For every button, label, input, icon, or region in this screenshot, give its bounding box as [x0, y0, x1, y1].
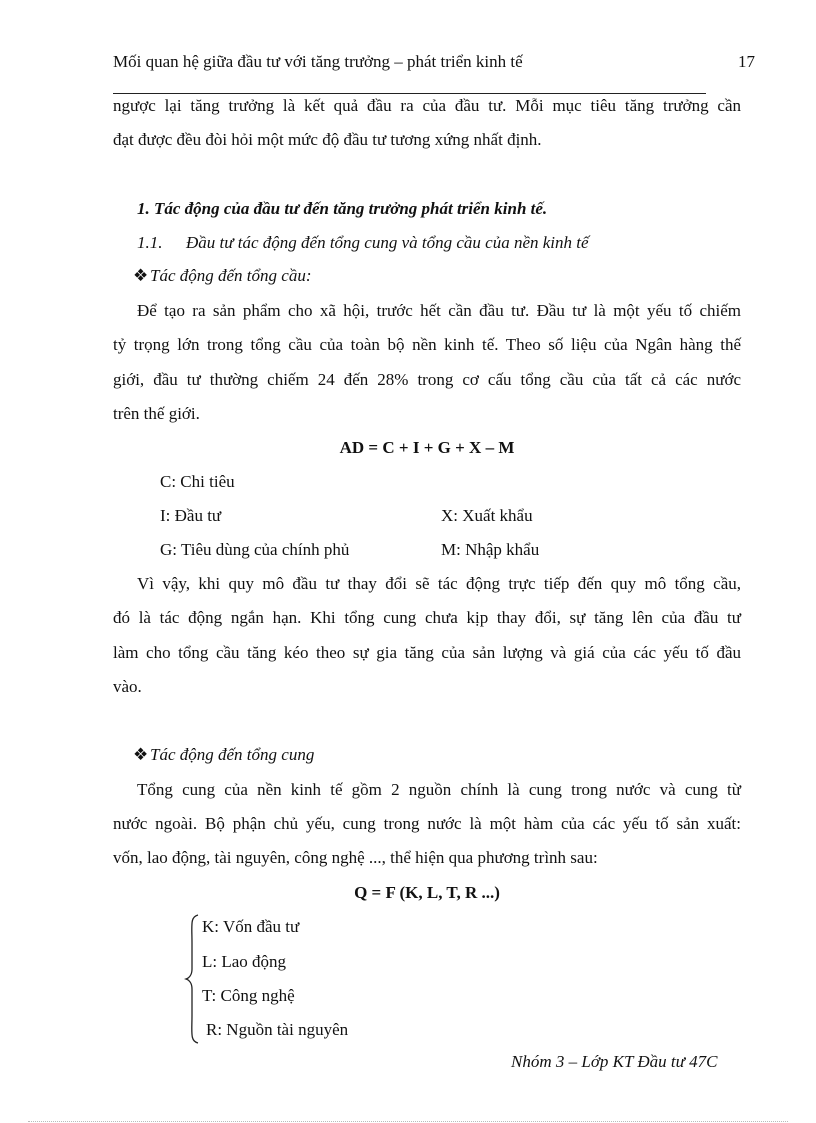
demand-paragraph2-line-4: vào.	[113, 677, 142, 696]
term-r: R: Nguồn tài nguyên	[206, 1020, 349, 1039]
demand-paragraph-line-1: Để tạo ra sản phẩm cho xã hội, trước hết cần đầu tư. Đầu tư là một yếu tố chiếm	[137, 301, 741, 320]
demand-paragraph-line-2: tỷ trọng lớn trong tổng cầu của toàn bộ nền kinh tế. Theo số liệu của Ngân hàng thế	[113, 335, 741, 354]
demand-paragraph2-line-2: đó là tác động ngắn hạn. Khi tổng cung chưa kịp thay đổi, sự tăng lên của đầu tư	[113, 608, 741, 627]
term-x: X: Xuất khẩu	[441, 506, 533, 525]
term-c: C: Chi tiêu	[160, 472, 235, 491]
page-number: 17	[738, 52, 755, 71]
page-header-title: Mối quan hệ giữa đầu tư với tăng trưởng – phát triển kinh tế	[113, 52, 523, 71]
supply-paragraph-line-1: Tổng cung của nền kinh tế gồm 2 nguồn chính là cung trong nước và cung từ	[137, 780, 741, 799]
production-function-equation: Q = F (K, L, T, R ...)	[354, 883, 500, 902]
term-k: K: Vốn đầu tư	[202, 917, 300, 936]
page-footer: Nhóm 3 – Lớp KT Đầu tư 47C	[511, 1052, 718, 1071]
demand-paragraph2-line-1: Vì vậy, khi quy mô đầu tư thay đổi sẽ tác động trực tiếp đến quy mô tổng cầu,	[137, 574, 741, 593]
term-i: I: Đầu tư	[160, 506, 222, 525]
supply-paragraph-line-3: vốn, lao động, tài nguyên, công nghệ ..., thể hiện qua phương trình sau:	[113, 848, 598, 867]
page-bottom-divider	[28, 1121, 788, 1122]
aggregate-demand-equation: AD = C + I + G + X – M	[339, 438, 515, 457]
term-m: M: Nhập khẩu	[441, 540, 540, 559]
intro-line-1: ngược lại tăng trưởng là kết quả đầu ra của đầu tư. Mỗi mục tiêu tăng trưởng cần	[113, 96, 741, 115]
demand-heading: Tác động đến tổng cầu:	[150, 266, 312, 285]
subsection-number: 1.1.	[137, 233, 163, 252]
supply-bullet-icon: ❖	[133, 745, 149, 764]
section-heading: 1. Tác động của đầu tư đến tăng trưởng phát triển kinh tế.	[137, 199, 548, 218]
supply-heading: Tác động đến tổng cung	[150, 745, 315, 764]
subsection-title: Đầu tư tác động đến tổng cung và tổng cầu của nền kinh tế	[186, 233, 589, 252]
demand-bullet-icon: ❖	[133, 266, 149, 285]
demand-paragraph-line-4: trên thế giới.	[113, 404, 200, 423]
supply-paragraph-line-2: nước ngoài. Bộ phận chủ yếu, cung trong nước là một hàm của các yếu tố sản xuất:	[113, 814, 741, 833]
curly-brace-icon	[184, 913, 202, 1045]
term-l: L: Lao động	[202, 952, 287, 971]
term-g: G: Tiêu dùng của chính phủ	[160, 540, 350, 559]
intro-line-2: đạt được đều đòi hỏi một mức độ đầu tư tương xứng nhất định.	[113, 130, 542, 149]
term-t: T: Công nghệ	[202, 986, 295, 1005]
header-rule	[113, 93, 706, 94]
demand-paragraph2-line-3: làm cho tổng cầu tăng kéo theo sự gia tăng của sản lượng và giá của các yếu tố đầu	[113, 643, 741, 662]
demand-paragraph-line-3: giới, đầu tư thường chiếm 24 đến 28% trong cơ cấu tổng cầu của tất cả các nước	[113, 370, 741, 389]
